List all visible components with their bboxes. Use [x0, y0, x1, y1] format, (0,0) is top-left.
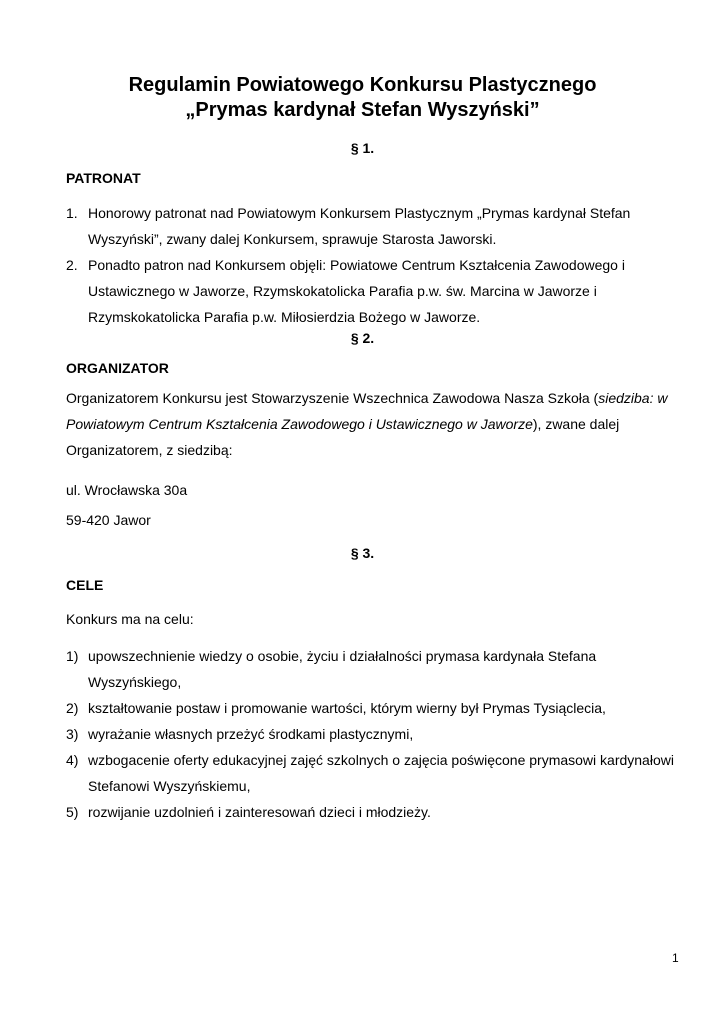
- list-item-text: upowszechnienie wiedzy o osobie, życiu i działalności prymasa kardynała Stefana Wyszyńskiego,: [88, 648, 597, 690]
- list-item: [66, 695, 686, 721]
- goals-list: [66, 643, 686, 825]
- section3-mark: § 3.: [350, 545, 375, 561]
- list-item-text: Honorowy patronat nad Powiatowym Konkursem Plastycznym „Prymas kardynał Stefan Wyszyński”, zwany dalej Konkursem, sprawuje Starosta Jaworski.: [88, 205, 631, 247]
- list-item: [66, 200, 686, 252]
- organizer-text-italic: siedziba: w Powiatowym Centrum Kształcenia Zawodowego i Ustawicznego w Jaworze: [66, 390, 668, 432]
- list-item: [66, 252, 686, 330]
- list-item-number: 3): [66, 726, 79, 742]
- section2-mark: § 2.: [350, 330, 375, 346]
- organizer-paragraph: [66, 385, 691, 463]
- list-item: [66, 721, 686, 747]
- list-item-text: kształtowanie postaw i promowanie wartości, którym wierny był Prymas Tysiąclecia,: [88, 700, 606, 716]
- document-title-line2: „Prymas kardynał Stefan Wyszyński”: [185, 99, 540, 121]
- section2-heading: ORGANIZATOR: [66, 360, 169, 376]
- list-item: [66, 747, 686, 799]
- list-item: [66, 643, 686, 695]
- list-item-text: Ponadto patron nad Konkursem objęli: Powiatowe Centrum Kształcenia Zawodowego i Ustawicznego w Jaworze, Rzymskokatolicka Parafia p.w. św. Marcina w Jaworze i Rzymskokatolicka Parafia p.w. Miłosierdzia Bożego w Jaworze.: [88, 257, 625, 325]
- address-street: ul. Wrocławska 30a: [66, 482, 188, 498]
- list-item-number: 5): [66, 804, 79, 820]
- document-title-line1: Regulamin Powiatowego Konkursu Plastycznego: [128, 74, 597, 96]
- section1-mark: § 1.: [350, 140, 375, 156]
- organizer-text-start: Organizatorem Konkursu jest Stowarzyszenie Wszechnica Zawodowa Nasza Szkoła (: [66, 390, 599, 406]
- list-item-text: rozwijanie uzdolnień i zainteresowań dzieci i młodzieży.: [88, 804, 431, 820]
- page-number: 1: [672, 951, 679, 965]
- section1-heading: PATRONAT: [66, 170, 141, 186]
- address-city: 59-420 Jawor: [66, 512, 151, 528]
- list-item-number: 2): [66, 700, 79, 716]
- patronat-list: [66, 200, 686, 330]
- list-item-text: wzbogacenie oferty edukacyjnej zajęć szkolnych o zajęcia poświęcone prymasowi kardynałowi Stefanowi Wyszyńskiemu,: [88, 752, 674, 794]
- list-item-number: 1.: [66, 205, 78, 221]
- organizer-text-end: ), zwane dalej Organizatorem, z siedzibą:: [66, 416, 620, 458]
- list-item-number: 2.: [66, 257, 78, 273]
- list-item: [66, 799, 686, 825]
- list-item-number: 1): [66, 648, 79, 664]
- goals-intro: Konkurs ma na celu:: [66, 611, 194, 627]
- section3-heading: CELE: [66, 577, 104, 593]
- list-item-number: 4): [66, 752, 79, 768]
- list-item-text: wyrażanie własnych przeżyć środkami plastycznymi,: [88, 726, 414, 742]
